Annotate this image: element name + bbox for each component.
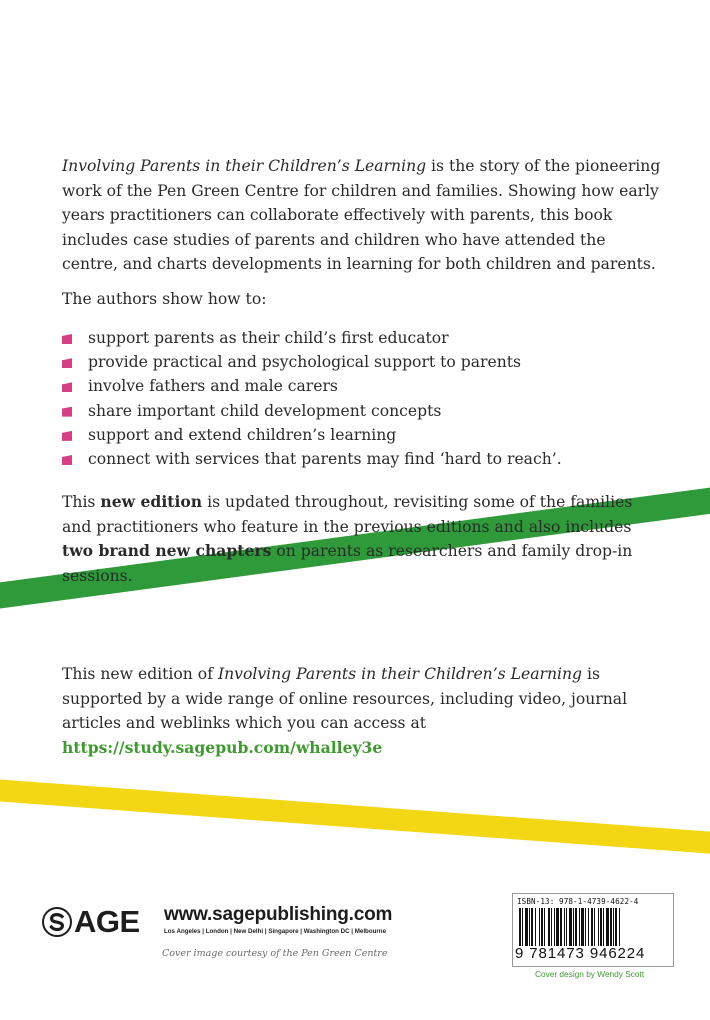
list-item: connect with services that parents may find ‘hard to reach’. [62, 447, 562, 471]
bullet-icon [62, 431, 72, 441]
barcode-bars-icon [517, 908, 669, 946]
companion-website-link[interactable]: https://study.sagepub.com/whalley3e [62, 737, 383, 757]
sage-wordmark: AGE [74, 904, 140, 939]
bullet-list [62, 326, 562, 471]
bullet-icon [62, 455, 72, 465]
list-item: involve fathers and male carers [62, 374, 562, 398]
publisher-website[interactable]: www.sagepublishing.com [164, 904, 393, 925]
cover-image-credit: Cover image courtesy of the Pen Green Centre [162, 948, 388, 959]
list-item: support and extend children’s learning [62, 423, 562, 447]
list-item: support parents as their child’s first educator [62, 326, 562, 350]
intro-text: is the story of the pioneering work of the Pen Green Centre for children and families. Showing how early years practitioners can collaborate effectively with parents, this book includes case studies of parents and children who have attended the centre, and charts developments in learning for both children and parents. [62, 157, 661, 274]
intro-paragraph [62, 154, 662, 277]
publisher-cities: Los Angeles | London | New Delhi | Singapore | Washington DC | Melbourne [164, 928, 387, 935]
new-chapters-bold: two brand new chapters [62, 541, 272, 561]
barcode-digits: 9 781473 946224 [515, 945, 646, 962]
book-title-italic: Involving Parents in their Children’s Learning [217, 665, 583, 683]
new-edition-bold: new edition [100, 492, 203, 511]
authors-intro: The authors show how to: [62, 290, 267, 308]
isbn-label: ISBN-13: 978-1-4739-4622-4 [517, 897, 639, 906]
sage-s-icon [42, 907, 72, 937]
cover-design-credit: Cover design by Wendy Scott [535, 969, 645, 979]
bullet-icon [62, 358, 72, 368]
online-resources-paragraph: This new edition of Involving Parents in their Children’s Learning is supported by a wide range of online resources, including video, journal articles and weblinks which you can access at https://study.sagepub.com/whalley3e [62, 665, 628, 757]
list-item: share important child development concepts [62, 399, 562, 423]
sage-logo [42, 906, 158, 938]
bullet-icon [62, 407, 72, 417]
book-title-italic: Involving Parents in their Children’s Learning [62, 157, 427, 175]
isbn-barcode [512, 893, 674, 967]
edition-paragraph: This new edition is updated throughout, revisiting some of the families and practitioners who feature in the previous editions and also includes two brand new chapters on parents as researchers and family drop-in sessions. [62, 492, 633, 585]
bullet-icon [62, 334, 72, 344]
bullet-icon [62, 382, 72, 392]
yellow-diagonal-band [0, 778, 710, 856]
list-item: provide practical and psychological support to parents [62, 350, 562, 374]
